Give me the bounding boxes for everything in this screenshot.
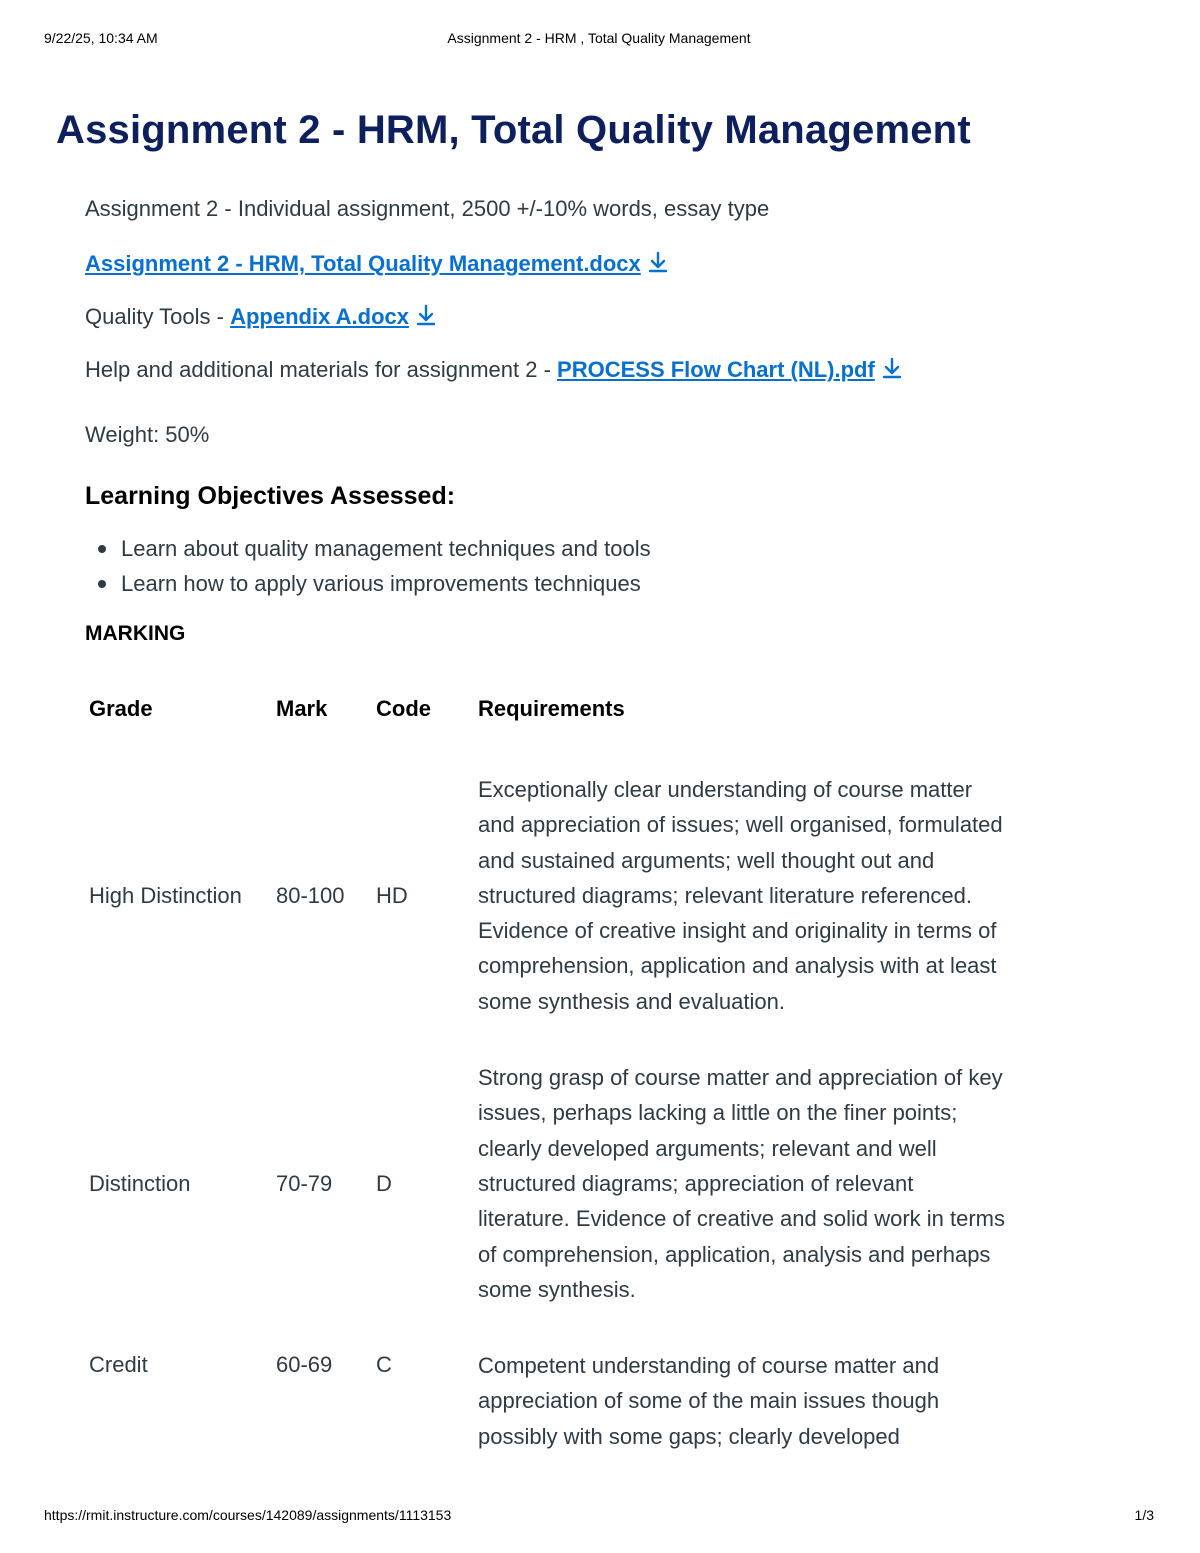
grade-cell: Credit (89, 1352, 148, 1378)
grade-cell: High Distinction (89, 882, 242, 908)
marking-heading: MARKING (85, 622, 186, 645)
mark-cell: 60-69 (276, 1352, 333, 1378)
table-header-row (89, 696, 1008, 724)
table-row (89, 1060, 1008, 1307)
objective-text: Learn how to apply various improvements techniques (121, 571, 641, 596)
appendix-a-link[interactable]: Appendix A.docx (230, 304, 409, 329)
quality-tools-line (85, 303, 437, 330)
bullet-icon (98, 545, 106, 553)
download-icon[interactable] (647, 250, 669, 274)
mark-cell: 80-100 (276, 882, 345, 908)
weight-text: Weight: 50% (85, 422, 210, 447)
objectives-heading: Learning Objectives Assessed: (85, 482, 456, 510)
code-cell: C (376, 1352, 392, 1378)
download-icon[interactable] (415, 303, 437, 327)
page-number: 1/3 (1134, 1507, 1154, 1523)
marking-table (89, 696, 1008, 1454)
requirements-cell: Exceptionally clear understanding of course matter and appreciation of issues; well organised, formulated and sustained arguments; well thought out and structured diagrams; relevant literature referenced. Evidence of creative insight and originality in terms of comprehension, application and analysis with at least some synthesis and evaluation. (478, 777, 1003, 1014)
page-title: Assignment 2 - HRM, Total Quality Management (56, 108, 971, 152)
table-row (89, 1348, 1008, 1454)
main-attachment-line (85, 250, 669, 277)
assignment-docx-link[interactable]: Assignment 2 - HRM, Total Quality Management.docx (85, 251, 641, 276)
help-materials-line (85, 356, 903, 383)
list-item (85, 536, 651, 571)
list-item (85, 571, 651, 606)
process-flow-chart-link[interactable]: PROCESS Flow Chart (NL).pdf (557, 357, 875, 382)
objective-text: Learn about quality management techniques and tools (121, 536, 651, 561)
grade-cell: Distinction (89, 1170, 191, 1196)
requirements-cell: Strong grasp of course matter and appreciation of key issues, perhaps lacking a little on the finer points; clearly developed arguments; relevant and well structured diagrams; appreciation of relevant literature. Evidence of creative and solid work in terms of comprehension, application, analysis and perhaps some synthesis. (478, 1065, 1006, 1302)
column-header-requirements: Requirements (478, 696, 625, 721)
column-header-grade: Grade (89, 696, 153, 721)
help-materials-label: Help and additional materials for assignment 2 - (85, 357, 558, 382)
print-title: Assignment 2 - HRM , Total Quality Management (447, 30, 751, 46)
intro-text: Assignment 2 - Individual assignment, 2500 +/-10% words, essay type (85, 196, 770, 221)
code-cell: HD (376, 882, 408, 908)
print-datetime: 9/22/25, 10:34 AM (44, 30, 158, 46)
page-url: https://rmit.instructure.com/courses/142089/assignments/1113153 (44, 1507, 452, 1523)
requirements-cell: Competent understanding of course matter and appreciation of some of the main issues though possibly with some gaps; clearly developed (478, 1353, 940, 1449)
mark-cell: 70-79 (276, 1170, 333, 1196)
quality-tools-label: Quality Tools - (85, 304, 231, 329)
download-icon[interactable] (881, 356, 903, 380)
column-header-mark: Mark (276, 696, 328, 721)
code-cell: D (376, 1170, 392, 1196)
column-header-code: Code (376, 696, 431, 721)
objectives-list (85, 536, 651, 606)
bullet-icon (98, 580, 106, 588)
table-row (89, 772, 1008, 1019)
